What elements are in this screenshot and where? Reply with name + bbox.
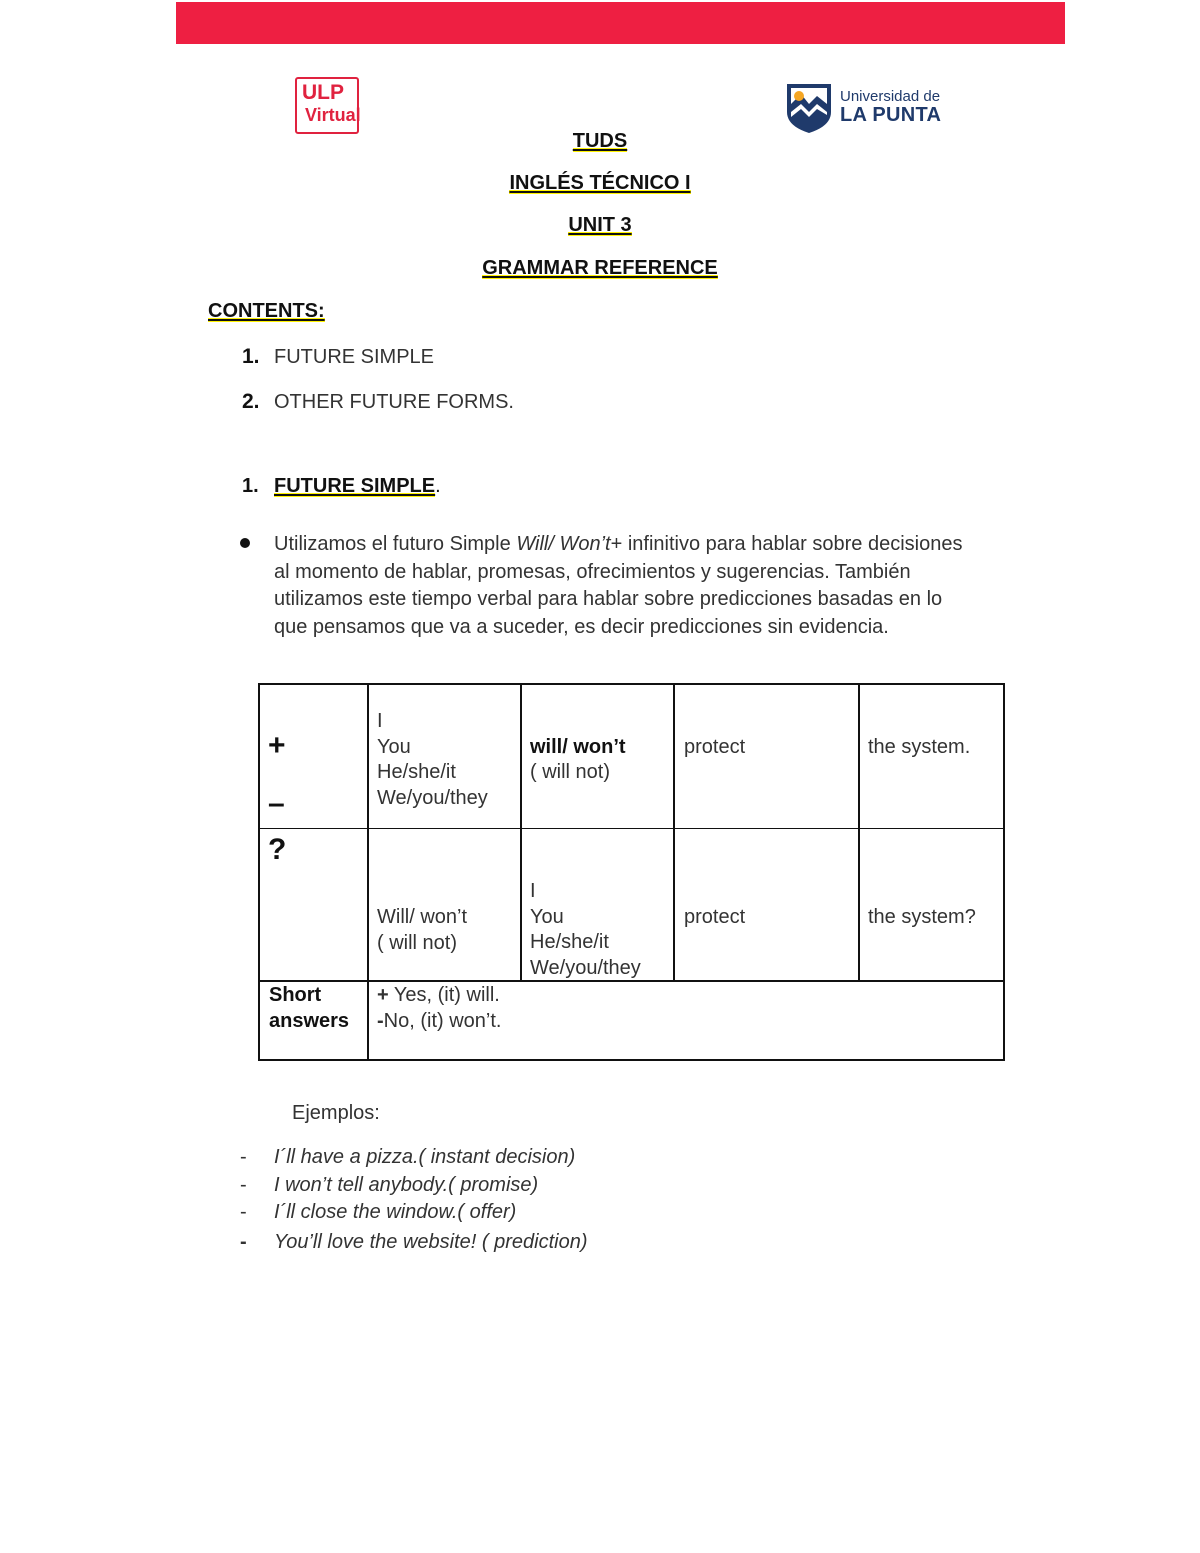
future-simple-table bbox=[258, 683, 1005, 1061]
auxiliary-note: ( will not) bbox=[530, 761, 611, 783]
table-divider bbox=[367, 683, 369, 1061]
affirmative-symbol: + bbox=[268, 729, 286, 762]
short-answers-label: Short answers bbox=[269, 984, 350, 1032]
object-cell: the system. bbox=[868, 736, 971, 758]
table-divider bbox=[258, 828, 1005, 829]
top-color-bar bbox=[176, 2, 1065, 44]
ulp-logo-line2: Virtual bbox=[305, 105, 361, 125]
example-dash: - bbox=[240, 1201, 247, 1223]
paragraph-emphasis: Will/ Won’t bbox=[516, 533, 611, 555]
example-dash: - bbox=[240, 1231, 247, 1253]
unit-line bbox=[0, 214, 1200, 237]
course-line bbox=[0, 172, 1200, 195]
ulp-virtual-logo bbox=[295, 77, 359, 134]
contents-label: CONTENTS: bbox=[208, 300, 325, 322]
unit-label: UNIT 3 bbox=[568, 214, 632, 236]
auxiliary-will: will/ won’t bbox=[530, 736, 626, 758]
negative-symbol: – bbox=[268, 787, 285, 820]
minus-sign: - bbox=[377, 1010, 384, 1032]
no-answer-text: No, (it) won’t. bbox=[383, 1010, 502, 1032]
course-name: INGLÉS TÉCNICO I bbox=[509, 172, 691, 194]
contents-item: OTHER FUTURE FORMS. bbox=[274, 391, 514, 413]
section-heading: GRAMMAR REFERENCE bbox=[482, 257, 718, 279]
doc-title-line bbox=[0, 130, 1200, 153]
question-object: the system? bbox=[868, 906, 976, 928]
question-subjects: I You He/she/it We/you/they bbox=[530, 880, 641, 979]
table-divider bbox=[858, 683, 860, 981]
plus-sign: + bbox=[377, 984, 389, 1006]
la-punta-shield-icon bbox=[785, 82, 833, 134]
question-auxiliary: Will/ won’t ( will not) bbox=[377, 906, 468, 954]
examples-heading: Ejemplos: bbox=[292, 1102, 380, 1124]
doc-title: TUDS bbox=[572, 130, 628, 152]
short-answer-no bbox=[377, 1009, 501, 1035]
contents-item: FUTURE SIMPLE bbox=[274, 346, 435, 368]
section-title: FUTURE SIMPLE bbox=[274, 475, 436, 497]
section-title-line bbox=[274, 475, 441, 498]
contents-heading bbox=[208, 300, 325, 323]
table-divider bbox=[520, 683, 522, 981]
section-number: 1. bbox=[242, 475, 259, 497]
la-punta-logo-line2: LA PUNTA bbox=[840, 104, 942, 126]
table-divider bbox=[673, 683, 675, 981]
bullet-dot bbox=[240, 538, 250, 548]
section-title-period: . bbox=[435, 475, 441, 497]
contents-item-number: 2. bbox=[242, 390, 260, 413]
yes-answer-text: Yes, (it) will. bbox=[388, 984, 500, 1006]
la-punta-logo-line1: Universidad de bbox=[840, 88, 941, 105]
table-border bbox=[258, 683, 1005, 685]
contents-item-number: 1. bbox=[242, 345, 260, 368]
question-verb: protect bbox=[684, 906, 746, 928]
paragraph-rest: + infinitivo para hablar sobre decisiones al momento de hablar, promesas, ofrecimientos y sugerencias. También utilizamos este tiempo verbal para hablar sobre predicciones basadas en lo que pensamos que va a suceder, es decir predicciones sin evidencia. bbox=[274, 533, 963, 638]
paragraph-start: Utilizamos el futuro Simple bbox=[274, 533, 517, 555]
verb-cell: protect bbox=[684, 736, 746, 758]
example-item: You’ll love the website! ( prediction) bbox=[274, 1231, 588, 1253]
example-dash: - bbox=[240, 1174, 247, 1196]
table-border bbox=[258, 683, 260, 1061]
explanation-paragraph bbox=[274, 531, 974, 641]
example-dash: - bbox=[240, 1146, 247, 1168]
example-item: I won’t tell anybody.( promise) bbox=[274, 1174, 539, 1196]
example-item: I´ll close the window.( offer) bbox=[274, 1201, 517, 1223]
ulp-logo-line1: ULP bbox=[302, 81, 344, 104]
section-line bbox=[0, 257, 1200, 280]
example-item: I´ll have a pizza.( instant decision) bbox=[274, 1146, 576, 1168]
table-border bbox=[1003, 683, 1005, 1061]
table-border bbox=[258, 1059, 1005, 1061]
question-symbol: ? bbox=[268, 833, 287, 866]
subject-pronouns: I You He/she/it We/you/they bbox=[377, 710, 488, 809]
short-answer-yes bbox=[377, 983, 500, 1009]
